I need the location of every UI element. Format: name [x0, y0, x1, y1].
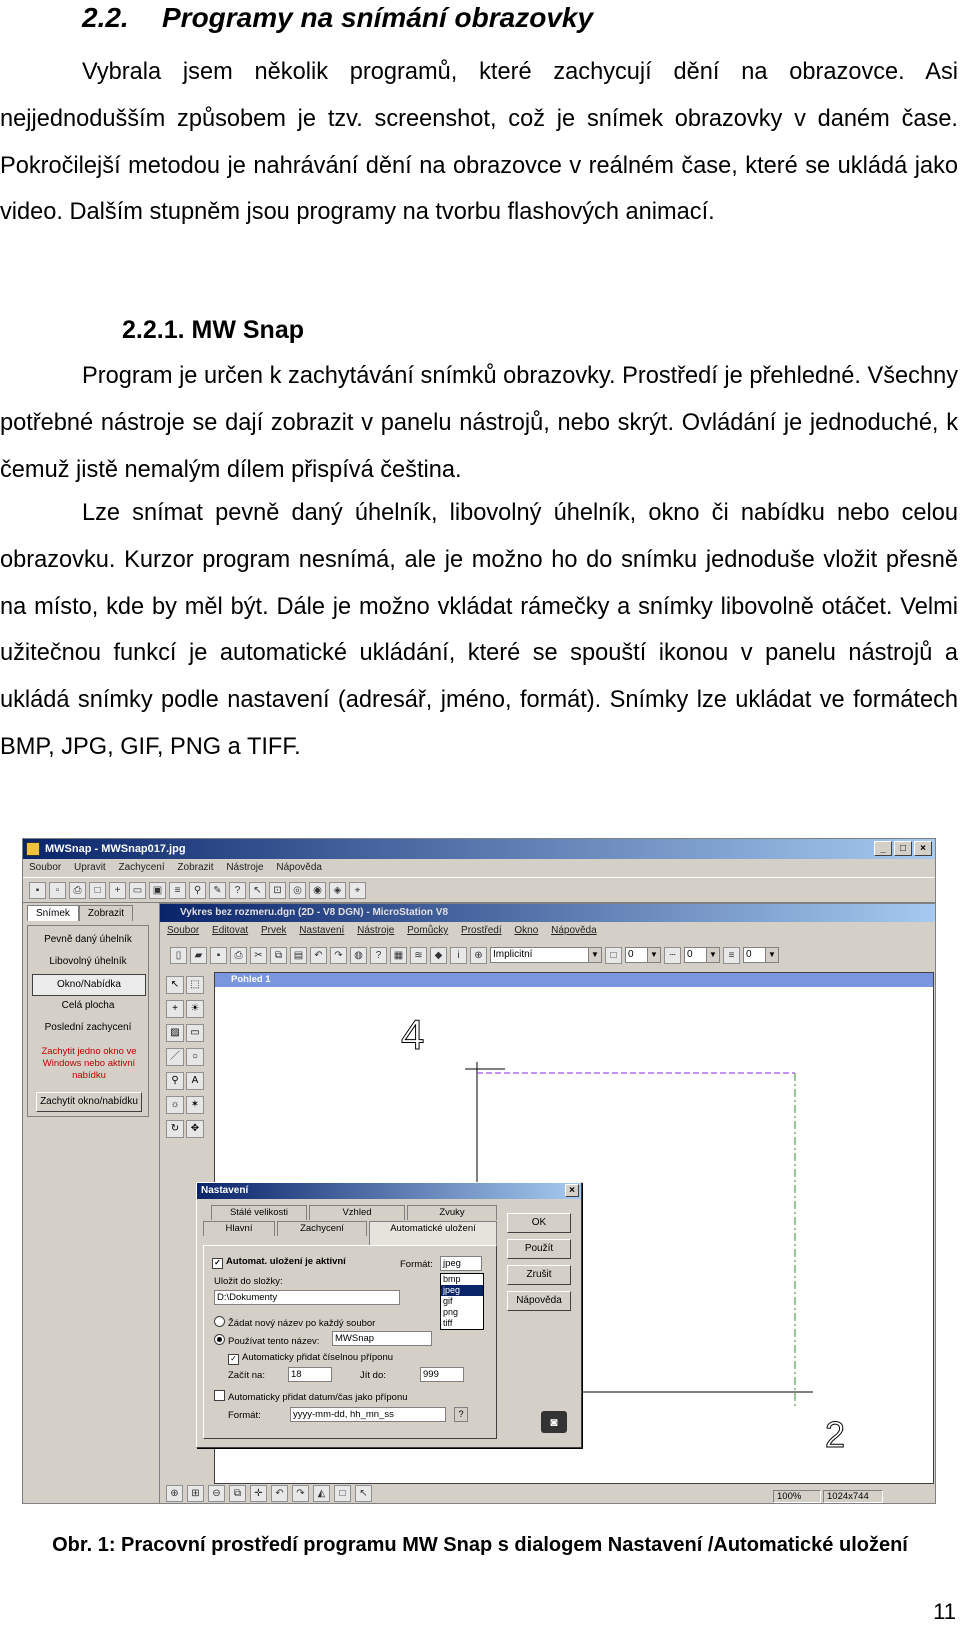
- add-date-label: Automaticky přidat datum/čas jako příponu: [228, 1392, 408, 1403]
- microstation-window: [159, 903, 936, 1504]
- capture-window-button[interactable]: Zachytit okno/nabídku: [36, 1092, 142, 1112]
- dialog-title: Nastavení: [201, 1185, 249, 1196]
- ms-help-icon[interactable]: ?: [370, 947, 387, 964]
- paste-icon[interactable]: ▤: [290, 947, 307, 964]
- start-value: 18: [291, 1369, 302, 1380]
- date-format-help-button[interactable]: ?: [454, 1407, 468, 1422]
- menu-zachyceni[interactable]: Zachycení: [118, 862, 165, 873]
- new-file-icon[interactable]: ▯: [170, 947, 187, 964]
- level-combo[interactable]: [490, 947, 602, 963]
- radio-selected-icon: [214, 1334, 225, 1345]
- help-button[interactable]: Nápověda: [507, 1291, 571, 1311]
- drawing-number-4: 4: [401, 1011, 425, 1058]
- text-tool-icon[interactable]: A: [186, 1072, 204, 1090]
- weight-combo[interactable]: [743, 947, 779, 963]
- format-option-png[interactable]: png: [443, 1307, 459, 1317]
- microstation-title: Vykres bez rozmeru.dgn (2D - V8 DGN) - MicroStation V8: [180, 907, 449, 918]
- view-title: Pohled 1: [231, 974, 271, 985]
- status-zoom: 100%: [773, 1490, 821, 1503]
- color-swatch-icon[interactable]: □: [605, 947, 622, 964]
- box-icon[interactable]: ▭: [186, 1024, 204, 1042]
- window-mode-icon[interactable]: ⊡: [269, 882, 286, 899]
- date-format-input[interactable]: [290, 1407, 446, 1422]
- section-title: Programy na snímání obrazovky: [162, 2, 594, 33]
- rect-icon[interactable]: □: [89, 882, 106, 899]
- rotate-icon[interactable]: ↻: [166, 1120, 184, 1138]
- checkbox-icon: [214, 1390, 225, 1401]
- status-bar: [23, 1489, 936, 1504]
- line-icon[interactable]: ／: [166, 1048, 184, 1066]
- view-frame-icon[interactable]: □: [334, 1485, 351, 1502]
- window-titlebar: [23, 839, 935, 859]
- ms-menu-nastroje[interactable]: Nástroje: [357, 925, 395, 936]
- capture-any-rect[interactable]: Libovolný úhelník: [49, 956, 127, 967]
- menu-nastroje[interactable]: Nástroje: [226, 862, 264, 873]
- maximize-button[interactable]: □: [894, 841, 912, 856]
- style-combo-value: 0: [687, 949, 693, 960]
- left-panel: [23, 903, 153, 1504]
- globe-icon[interactable]: ◍: [350, 947, 367, 964]
- format-select[interactable]: [440, 1256, 482, 1271]
- paragraph-2-text: Lze snímat pevně daný úhelník, libovolný úhelník, okno či nabídku nebo celou obrazovku. Kurzor program nesnímá, ale je možno ho do snímku jednoduše vložit přesně na místo, kde by měl být. Dále je možno vkládat rámečky a snímky libovolně otáčet. Velmi užitečnou funkcí je automatické ukládání, které se spouští ikonou v panelu nástrojů a ukládá snímky podle nastavení (adresář, jméno, formát). Snímky lze ukládat ve formátech BMP, JPG, GIF, PNG a TIFF.: [0, 500, 958, 760]
- circle-icon[interactable]: ○: [186, 1048, 204, 1066]
- view-titlebar: [215, 973, 933, 987]
- dialog-titlebar: [197, 1183, 581, 1199]
- spark-icon[interactable]: ✶: [186, 1096, 204, 1114]
- zoom-tool-icon[interactable]: ⚲: [166, 1072, 184, 1090]
- tab-zobrazit[interactable]: Zobrazit: [79, 905, 133, 921]
- add-number-checkbox[interactable]: [228, 1352, 393, 1365]
- bulb-icon[interactable]: ☀: [186, 1000, 204, 1018]
- auto-save-label: Automat. uložení je aktivní: [226, 1256, 346, 1267]
- intro-paragraph: [0, 49, 958, 236]
- snap-icon[interactable]: ⊕: [470, 947, 487, 964]
- tab-main[interactable]: Hlavní: [203, 1221, 275, 1236]
- format-option-gif[interactable]: gif: [443, 1296, 453, 1306]
- paragraph-1: [0, 353, 958, 493]
- move-icon[interactable]: ✥: [186, 1120, 204, 1138]
- menu-zobrazit[interactable]: Zobrazit: [177, 862, 214, 873]
- apply-button[interactable]: Použít: [507, 1239, 571, 1259]
- fit-view-icon[interactable]: ⧉: [229, 1485, 246, 1502]
- layers-icon[interactable]: ◆: [430, 947, 447, 964]
- ms-menu-editovat[interactable]: Editovat: [212, 925, 249, 936]
- format-label: Formát:: [400, 1259, 433, 1270]
- chevron-down-icon: ▼: [647, 948, 660, 962]
- levels-icon[interactable]: ≋: [410, 947, 427, 964]
- format-option-tiff[interactable]: tiff: [443, 1318, 453, 1328]
- radio-icon: [214, 1316, 225, 1327]
- select-rect-icon[interactable]: ⬚: [186, 976, 204, 994]
- settings-dialog: [196, 1182, 582, 1448]
- close-button[interactable]: ×: [914, 841, 932, 856]
- use-name-radio[interactable]: [214, 1334, 319, 1347]
- ms-menu-prvek[interactable]: Prvek: [260, 925, 287, 936]
- chevron-down-icon: ▼: [588, 948, 601, 962]
- date-format-value: yyyy-mm-dd, hh_mn_ss: [293, 1409, 394, 1420]
- format-dropdown-list[interactable]: [440, 1273, 484, 1330]
- microstation-toolbar: [160, 941, 936, 969]
- capture-fixed-rect[interactable]: Pevně daný úhelník: [44, 934, 132, 945]
- intro-text: Vybrala jsem několik programů, které zachycují dění na obrazovce. Asi nejjednodušším způsobem je tzv. screenshot, což je snímek obrazovky v daném čase. Pokročilejší metodou je nahrávání dění na obrazovce v reálném čase, které se ukládá jako video. Dalším stupněm jsou programy na tvorbu flashových animací.: [0, 59, 958, 226]
- subsection-title: MW Snap: [191, 316, 305, 344]
- color-combo-value: 0: [628, 949, 634, 960]
- capture-hint: Zachytit jedno okno ve Windows nebo aktivní nabídku: [41, 1046, 137, 1081]
- save-icon[interactable]: ▪: [29, 882, 46, 899]
- capture2-icon[interactable]: ◉: [309, 882, 326, 899]
- section-number: 2.2.: [82, 2, 129, 33]
- auto-save-panel: [203, 1245, 497, 1439]
- cut-icon[interactable]: ✂: [250, 947, 267, 964]
- check-icon: ✓: [212, 1258, 223, 1269]
- to-value: 999: [423, 1369, 439, 1380]
- tab-appearance[interactable]: Vzhled: [309, 1205, 405, 1220]
- ms-menu-napoveda[interactable]: Nápověda: [551, 925, 597, 936]
- help-icon[interactable]: ?: [229, 882, 246, 899]
- subsection-number: 2.2.1.: [122, 316, 185, 344]
- picker-icon[interactable]: ✎: [209, 882, 226, 899]
- ask-name-radio[interactable]: [214, 1316, 375, 1329]
- ruler-icon[interactable]: ≡: [169, 882, 186, 899]
- tab-sounds[interactable]: Zvuky: [407, 1205, 497, 1220]
- tab-fixed-sizes[interactable]: Stálé velikosti: [211, 1205, 307, 1220]
- line-weight-icon[interactable]: ≡: [723, 947, 740, 964]
- ms-menu-nastaveni[interactable]: Nastavení: [299, 925, 345, 936]
- minimize-button[interactable]: _: [874, 841, 892, 856]
- figure-caption: Obr. 1: Pracovní prostředí programu MW Snap s dialogem Nastavení /Automatické uložení: [52, 1534, 908, 1556]
- capture-window-menu[interactable]: Okno/Nabídka: [32, 974, 146, 996]
- style-combo[interactable]: [684, 947, 720, 963]
- level-combo-value: Implicitní: [493, 949, 533, 960]
- ms-print-icon[interactable]: ⎙: [230, 947, 247, 964]
- ms-menu-soubor[interactable]: Soubor: [167, 925, 200, 936]
- add-date-checkbox[interactable]: [214, 1390, 408, 1403]
- line-style-icon[interactable]: ┄: [664, 947, 681, 964]
- drawing-number-2: 2: [825, 1414, 846, 1455]
- name-value: MWSnap: [335, 1333, 375, 1344]
- app-icon: [26, 842, 40, 856]
- open-folder-icon[interactable]: ▰: [190, 947, 207, 964]
- capture-last[interactable]: Poslední zachycení: [44, 1022, 132, 1033]
- camera-icon: ◙: [541, 1411, 567, 1433]
- start-input[interactable]: [288, 1367, 332, 1382]
- zoom-window-icon[interactable]: ⊞: [187, 1485, 204, 1502]
- arrow-icon[interactable]: ↖: [249, 882, 266, 899]
- folder-input[interactable]: [214, 1290, 400, 1305]
- close-icon[interactable]: ×: [565, 1184, 579, 1197]
- name-input[interactable]: [332, 1331, 432, 1346]
- menu-bar: [23, 859, 935, 877]
- date-format-label: Formát:: [228, 1410, 261, 1421]
- ms-menu-okno[interactable]: Okno: [514, 925, 539, 936]
- page-number: 11: [933, 1599, 956, 1624]
- status-size: 1024x744: [823, 1490, 883, 1503]
- menu-soubor[interactable]: Soubor: [29, 862, 62, 873]
- ms-save-icon[interactable]: ▪: [210, 947, 227, 964]
- redo-icon[interactable]: ↷: [330, 947, 347, 964]
- zoom-out-icon[interactable]: ⊖: [208, 1485, 225, 1502]
- auto-save-checkbox[interactable]: [212, 1256, 346, 1269]
- ms-menu-prostredi[interactable]: Prostředí: [461, 925, 502, 936]
- cancel-button[interactable]: Zrušit: [507, 1265, 571, 1285]
- folder-label: Uložit do složky:: [214, 1276, 283, 1287]
- pan-icon[interactable]: ✛: [250, 1485, 267, 1502]
- microstation-menu: [160, 922, 936, 940]
- view-cursor-icon[interactable]: ↖: [355, 1485, 372, 1502]
- light-icon[interactable]: ☼: [166, 1096, 184, 1114]
- window-title: MWSnap - MWSnap017.jpg: [45, 843, 186, 855]
- undo-icon[interactable]: ↶: [310, 947, 327, 964]
- main-toolbar: [23, 877, 935, 903]
- view-redo-icon[interactable]: ↷: [292, 1485, 309, 1502]
- microstation-titlebar: [160, 904, 936, 922]
- format-option-jpeg[interactable]: jpeg: [441, 1285, 483, 1296]
- crosshair-icon[interactable]: +: [109, 882, 126, 899]
- paragraph-2: [0, 490, 958, 771]
- copy-icon[interactable]: ⧉: [270, 947, 287, 964]
- paragraph-1-text: Program je určen k zachytávání snímků obrazovky. Prostředí je přehledné. Všechny potřebné nástroje se dají zobrazit v panelu nástrojů, nebo skrýt. Ovládání je jednoduché, k čemuž jistě nemalým dílem přispívá čeština.: [0, 363, 958, 483]
- cursor-icon[interactable]: ⌖: [349, 882, 366, 899]
- select-arrow-icon[interactable]: ↖: [166, 976, 184, 994]
- to-input[interactable]: [420, 1367, 464, 1382]
- window-icon[interactable]: ▭: [129, 882, 146, 899]
- subsection-heading: [122, 316, 304, 345]
- format-value: jpeg: [443, 1258, 461, 1269]
- add-number-label: Automaticky přidat číselnou příponu: [242, 1352, 394, 1363]
- disk-icon[interactable]: ▫: [49, 882, 66, 899]
- ms-menu-pomucky[interactable]: Pomůcky: [407, 925, 449, 936]
- autosave-icon[interactable]: ◈: [329, 882, 346, 899]
- menu-upravit[interactable]: Upravit: [74, 862, 106, 873]
- weight-combo-value: 0: [746, 949, 752, 960]
- tab-auto-save[interactable]: Automatické uložení: [369, 1221, 497, 1245]
- format-option-bmp[interactable]: bmp: [443, 1274, 461, 1284]
- capture-icon[interactable]: ◎: [289, 882, 306, 899]
- tab-capture[interactable]: Zachycení: [277, 1221, 367, 1236]
- use-name-label: Používat tento název:: [228, 1336, 320, 1347]
- frame-icon[interactable]: ▣: [149, 882, 166, 899]
- menu-napoveda[interactable]: Nápověda: [276, 862, 322, 873]
- view-rotate-icon[interactable]: ◭: [313, 1485, 330, 1502]
- place-point-icon[interactable]: +: [166, 1000, 184, 1018]
- chevron-down-icon: ▼: [706, 948, 719, 962]
- to-label: Jít do:: [360, 1370, 386, 1381]
- folder-value: D:\Dokumenty: [217, 1292, 278, 1303]
- tab-snimek[interactable]: Snímek: [27, 905, 79, 921]
- view-undo-icon[interactable]: ↶: [271, 1485, 288, 1502]
- start-label: Začít na:: [228, 1370, 265, 1381]
- zoom-in-icon[interactable]: ⊕: [166, 1485, 183, 1502]
- chevron-down-icon: ▼: [765, 948, 778, 962]
- ok-button[interactable]: OK: [507, 1213, 571, 1233]
- section-heading: [82, 2, 593, 34]
- figure-screenshot: [22, 838, 936, 1504]
- print-icon[interactable]: ⎙: [69, 882, 86, 899]
- models-icon[interactable]: ▦: [390, 947, 407, 964]
- magnifier-icon[interactable]: ⚲: [189, 882, 206, 899]
- hatch-icon[interactable]: ▨: [166, 1024, 184, 1042]
- info-icon[interactable]: i: [450, 947, 467, 964]
- ask-name-label: Žádat nový název po každý soubor: [228, 1318, 376, 1329]
- capture-full-screen[interactable]: Celá plocha: [61, 1000, 115, 1011]
- color-combo[interactable]: [625, 947, 661, 963]
- check-icon: ✓: [228, 1354, 239, 1365]
